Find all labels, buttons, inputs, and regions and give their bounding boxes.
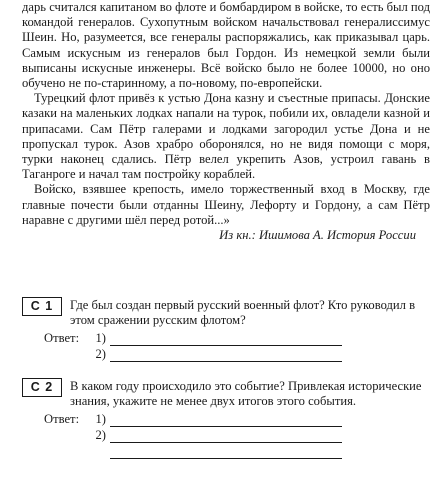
answer-label: Ответ: <box>44 412 80 427</box>
answer-line-2[interactable] <box>110 351 342 362</box>
passage-source: Из кн.: Ишимова А. История России <box>219 228 416 243</box>
answer-line-1[interactable] <box>110 335 342 346</box>
answer-line-1[interactable] <box>110 416 342 427</box>
question-text: В каком году происходило это событие? Привлекая исторические знания, укажите не менее двух итогов этого события. <box>70 379 422 409</box>
passage-paragraph-3: Войско, взявшее крепость, имело торжественный вход в Москву, где главные почести были отданны Шеину, Лефорту и Гордону, а сам Пётр наравне с другими шёл перед ротой...» <box>22 182 430 227</box>
question-label: С 1 <box>22 297 62 316</box>
answer-block <box>44 411 430 459</box>
passage-paragraph-1: дарь считался капитаном во флоте и бомбардиром в войске, то есть был под командой генералов. Сухопутным войском начальствовал генералиссимус Шеин. Но, разумеется, все генералы распоряжались, как приказывал царь. Самым искусным из генералов был Гордон. Из немецкой земли были выписаны искусные инженеры. Всё войско было не более 10000, но оно обучено не по-старинному, а по-новому, по-европейски. <box>22 0 430 91</box>
answer-number: 2) <box>95 428 106 443</box>
answer-number: 2) <box>95 347 106 362</box>
question-c2 <box>22 378 430 459</box>
answer-line-3[interactable] <box>110 448 342 459</box>
question-label: С 2 <box>22 378 62 397</box>
answer-number: 1) <box>95 331 106 346</box>
reading-passage <box>22 0 430 243</box>
answer-number: 1) <box>95 412 106 427</box>
answer-block <box>44 330 430 362</box>
answer-line-2[interactable] <box>110 432 342 443</box>
question-c1 <box>22 297 430 362</box>
answer-label: Ответ: <box>44 331 80 346</box>
passage-paragraph-2: Турецкий флот привёз к устью Дона казну и съестные припасы. Донские казаки на маленьких лодках напали на турок, побили их, овладели казной и припасами. Сам Пётр галерами и лодками загородил устье Дона и не пропускал турок. Азов храбро оборонялся, но не видя помощи с моря, турки наконец сдались. Пётр велел укрепить Азов, устроил гавань в Таганроге и начал там постройку кораблей. <box>22 91 430 182</box>
question-text: Где был создан первый русский военный флот? Кто руководил в этом сражении русским флотом? <box>70 298 416 328</box>
